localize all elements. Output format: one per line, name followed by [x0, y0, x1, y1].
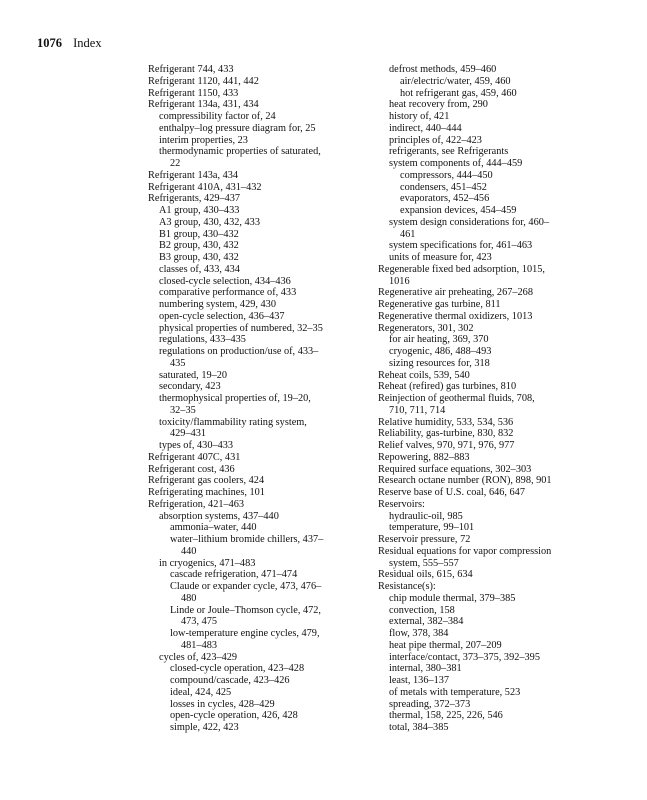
index-entry: thermal, 158, 225, 226, 546	[389, 710, 503, 722]
index-entry: A1 group, 430–433	[159, 205, 240, 216]
index-entry: sizing resources for, 318	[389, 357, 490, 369]
index-entry: Relief valves, 970, 971, 976, 977	[378, 440, 515, 451]
index-entry-continuation: 435	[170, 357, 186, 369]
index-entry: absorption systems, 437–440	[159, 510, 279, 522]
index-entry: convection, 158	[389, 604, 455, 616]
index-column-right	[378, 64, 600, 734]
index-entry: principles of, 422–423	[389, 134, 482, 146]
index-entry: hot refrigerant gas, 459, 460	[400, 87, 517, 99]
index-entry: Reheat (refired) gas turbines, 810	[378, 381, 517, 393]
index-entry: Refrigerants, 429–437	[148, 193, 241, 205]
index-entry: indirect, 440–444	[389, 122, 462, 134]
index-entry: Reservoir pressure, 72	[378, 534, 471, 545]
index-entry: air/electric/water, 459, 460	[400, 75, 511, 87]
index-entry: heat pipe thermal, 207–209	[389, 639, 502, 651]
index-entry: Reserve base of U.S. coal, 646, 647	[378, 487, 525, 498]
index-entry: temperature, 99–101	[389, 522, 475, 534]
index-entry: Residual equations for vapor compression	[378, 545, 552, 557]
index-entry: Reservoirs:	[378, 498, 425, 510]
index-entry: ammonia–water, 440	[170, 522, 257, 534]
index-entry: Regenerative thermal oxidizers, 1013	[378, 310, 533, 322]
index-column-left	[148, 64, 363, 734]
index-entry: ideal, 424, 425	[170, 686, 232, 698]
index-entry: total, 384–385	[389, 722, 449, 733]
index-entry: Regenerators, 301, 302	[378, 322, 474, 334]
index-entry: Repowering, 882–883	[378, 451, 470, 463]
index-entry: thermodynamic properties of saturated,	[159, 146, 321, 158]
index-entry: thermophysical properties of, 19–20,	[159, 393, 311, 404]
index-entry: losses in cycles, 428–429	[170, 698, 275, 710]
index-entry: physical properties of numbered, 32–35	[159, 322, 323, 334]
index-entry: classes of, 433, 434	[159, 263, 240, 275]
page-number: 1076	[37, 36, 62, 50]
index-entry: numbering system, 429, 430	[159, 299, 276, 310]
index-entry: chip module thermal, 379–385	[389, 592, 516, 604]
index-entry: Claude or expander cycle, 473, 476–	[170, 581, 322, 592]
page-header	[37, 36, 102, 51]
index-entry: cryogenic, 486, 488–493	[389, 346, 492, 357]
index-entry: cycles of, 423–429	[159, 651, 238, 663]
index-entry: B1 group, 430–432	[159, 228, 239, 240]
index-entry: simple, 422, 423	[170, 722, 239, 733]
index-entry: B2 group, 430, 432	[159, 240, 239, 252]
index-entry: B3 group, 430, 432	[159, 252, 239, 263]
index-entry: Required surface equations, 302–303	[378, 463, 532, 475]
index-entry: toxicity/flammability rating system,	[159, 416, 307, 428]
index-entry-continuation: 473, 475	[181, 616, 218, 628]
index-entry: Refrigerant 134a, 431, 434	[148, 99, 259, 111]
index-entry-continuation: 710, 711, 714	[389, 404, 446, 416]
index-entry: open-cycle selection, 436–437	[159, 310, 285, 322]
index-entry: closed-cycle selection, 434–436	[159, 275, 291, 287]
index-entry: defrost methods, 459–460	[389, 64, 497, 75]
index-entry: Refrigerant cost, 436	[148, 463, 235, 475]
index-entry: closed-cycle operation, 423–428	[170, 663, 305, 675]
index-entry: Refrigerant 744, 433	[148, 64, 234, 75]
index-entry: refrigerants, see Refrigerants	[389, 146, 509, 158]
index-entry: compound/cascade, 423–426	[170, 675, 290, 686]
index-entry: hydraulic-oil, 985	[389, 510, 463, 522]
index-entry: low-temperature engine cycles, 479,	[170, 628, 320, 639]
index-entry: saturated, 19–20	[159, 369, 228, 381]
index-entry: flow, 378, 384	[389, 628, 449, 639]
index-entry: comparative performance of, 433	[159, 287, 297, 299]
index-entry-continuation: system, 555–557	[389, 557, 459, 569]
index-entry: Refrigerant 143a, 434	[148, 169, 239, 181]
index-entry: evaporators, 452–456	[400, 193, 490, 205]
index-entry: external, 382–384	[389, 616, 464, 628]
index-entry: Regenerable fixed bed adsorption, 1015,	[378, 263, 545, 275]
index-entry: regulations, 433–435	[159, 334, 246, 346]
index-entry: secondary, 423	[159, 381, 221, 393]
index-entry: in cryogenics, 471–483	[159, 557, 256, 569]
index-entry-continuation: 481–483	[181, 639, 218, 651]
index-entry-continuation: 32–35	[170, 404, 196, 416]
index-entry: for air heating, 369, 370	[389, 334, 489, 346]
index-entry: A3 group, 430, 432, 433	[159, 216, 260, 228]
index-entry: spreading, 372–373	[389, 698, 471, 710]
index-entry: types of, 430–433	[159, 440, 234, 451]
index-entry: internal, 380–381	[389, 663, 462, 675]
index-entry-continuation: 480	[181, 592, 197, 604]
index-entry: heat recovery from, 290	[389, 99, 488, 111]
index-entry: Refrigerant 1150, 433	[148, 87, 239, 99]
index-entry: Relative humidity, 533, 534, 536	[378, 416, 514, 428]
index-entry-continuation: 461	[400, 228, 416, 240]
index-entry: Refrigerant gas coolers, 424	[148, 475, 265, 487]
index-entry: enthalpy–log pressure diagram for, 25	[159, 122, 316, 134]
index-entry: condensers, 451–452	[400, 181, 487, 193]
index-entry: system design considerations for, 460–	[389, 216, 550, 228]
index-entry: Refrigerant 407C, 431	[148, 451, 241, 463]
index-entry: Refrigerant 410A, 431–432	[148, 181, 262, 193]
index-entry: compressibility factor of, 24	[159, 111, 276, 122]
index-entry: Reinjection of geothermal fluids, 708,	[378, 393, 535, 404]
index-entry: Research octane number (RON), 898, 901	[378, 475, 552, 487]
index-entry: Refrigerant 1120, 441, 442	[148, 75, 259, 87]
index-entry-continuation: 440	[181, 545, 197, 557]
index-entry: system specifications for, 461–463	[389, 240, 533, 252]
index-entry-continuation: 22	[170, 158, 181, 169]
index-entry: Refrigerating machines, 101	[148, 487, 265, 498]
index-entry: interface/contact, 373–375, 392–395	[389, 651, 540, 663]
index-entry: Regenerative air preheating, 267–268	[378, 287, 533, 299]
index-entry-continuation: 429–431	[170, 428, 207, 440]
index-entry: history of, 421	[389, 111, 450, 122]
index-entry: Regenerative gas turbine, 811	[378, 299, 501, 310]
index-entry: Linde or Joule–Thomson cycle, 472,	[170, 604, 321, 616]
index-entry: units of measure for, 423	[389, 252, 492, 263]
index-entry: Residual oils, 615, 634	[378, 569, 473, 581]
index-entry: Resistance(s):	[378, 581, 436, 592]
index-entry: interim properties, 23	[159, 134, 248, 146]
index-entry: of metals with temperature, 523	[389, 686, 521, 698]
index-entry: compressors, 444–450	[400, 169, 493, 181]
index-entry: water–lithium bromide chillers, 437–	[170, 534, 324, 545]
index-entry: cascade refrigeration, 471–474	[170, 569, 298, 581]
index-entry: Reheat coils, 539, 540	[378, 369, 470, 381]
index-entry: Refrigeration, 421–463	[148, 498, 245, 510]
index-entry: least, 136–137	[389, 675, 450, 686]
index-entry: Reliability, gas-turbine, 830, 832	[378, 428, 514, 440]
index-entry: open-cycle operation, 426, 428	[170, 710, 298, 722]
index-entry: system components of, 444–459	[389, 158, 523, 169]
index-entry: expansion devices, 454–459	[400, 205, 517, 216]
section-title: Index	[73, 36, 102, 50]
index-entry: regulations on production/use of, 433–	[159, 346, 319, 357]
index-entry-continuation: 1016	[389, 275, 410, 287]
